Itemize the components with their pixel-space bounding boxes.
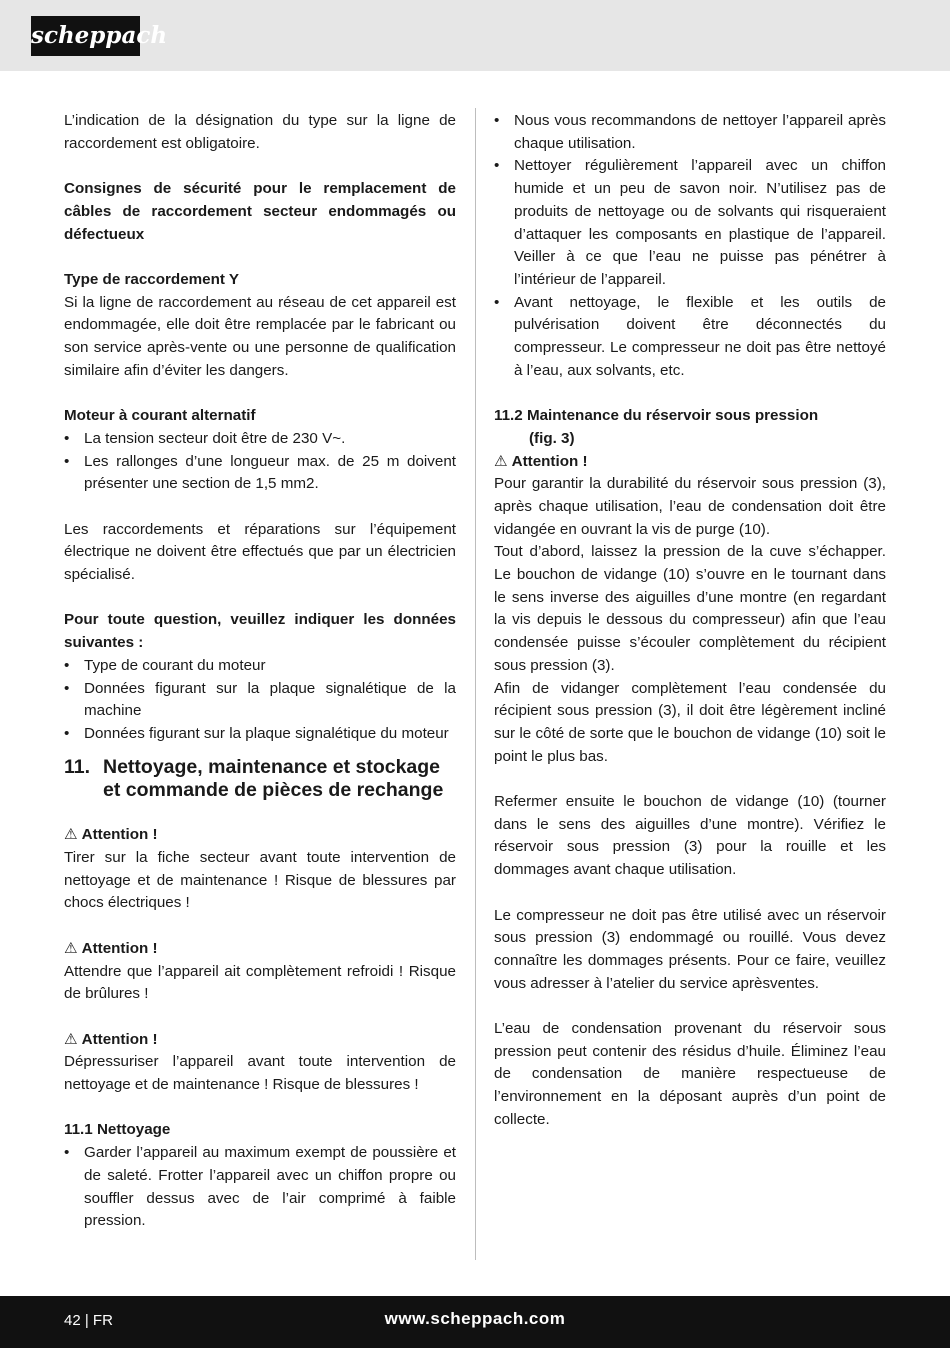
list-item: • Type de courant du moteur <box>64 655 456 678</box>
ac-motor-heading: Moteur à courant alternatif <box>64 407 256 425</box>
warning-paragraph: Dépressuriser l’appareil avant toute intervention de nettoyage et de maintenance ! Risque de blessures ! <box>64 1053 456 1093</box>
section-heading <box>64 756 456 802</box>
attention-heading <box>64 938 456 961</box>
tank-paragraph: L’eau de condensation provenant du réservoir sous pression peut contenir des résidus d’huile. Éliminez l’eau de condensation de manière respectueuse de l’environnement en la déposant auprès d’un point de collecte. <box>494 1020 886 1128</box>
scheppach-logo: scheppach <box>31 16 140 56</box>
page-header <box>0 0 950 71</box>
website-link[interactable]: www.scheppach.com <box>384 1309 566 1328</box>
electrician-paragraph: Les raccordements et réparations sur l’équipement électrique ne doivent être effectués que par un électricien spécialisé. <box>64 520 456 583</box>
section-number: 11. <box>64 755 91 778</box>
attention-label: Attention ! <box>81 939 158 957</box>
intro-paragraph: L’indication de la désignation du type sur la ligne de raccordement est obligatoire. <box>64 112 456 152</box>
list-item: • Garder l’appareil au maximum exempt de poussière et de saleté. Frotter l’appareil avec un chiffon propre ou souffler dessus avec de l’air comprimé à faible pression. <box>64 1142 456 1233</box>
column-divider <box>475 108 476 1260</box>
cleaning-list-continued <box>494 110 886 382</box>
warning-icon: ⚠ <box>64 1030 78 1048</box>
attention-label: Attention ! <box>81 1030 158 1048</box>
connection-type-paragraph: Si la ligne de raccordement au réseau de cet appareil est endommagée, elle doit être remplacée par le fabricant ou son service après-vente ou une personne de qualification similaire afin d’éviter les dangers. <box>64 293 456 379</box>
attention-heading <box>64 824 456 847</box>
attention-label: Attention ! <box>511 452 588 470</box>
warning-icon: ⚠ <box>64 939 78 957</box>
page-footer <box>0 1296 950 1348</box>
tank-paragraph: Pour garantir la durabilité du réservoir sous pression (3), après chaque utilisation, l’eau de condensation doit être vidangée en ouvrant la vis de purge (10). <box>494 475 886 538</box>
connection-type-heading: Type de raccordement Y <box>64 270 240 288</box>
cleaning-heading: 11.1 Nettoyage <box>64 1121 171 1139</box>
warning-icon: ⚠ <box>494 452 508 470</box>
warning-paragraph: Attendre que l’appareil ait complètement refroidi ! Risque de brûlures ! <box>64 962 456 1003</box>
tank-paragraph: Le compresseur ne doit pas être utilisé avec un réservoir sous pression (3) endommagé ou rouillé. Vous devez connaître les dommages présents. Pour ce faire, veuillez vous adresser à l’atelier du service aprèsventes. <box>494 906 886 992</box>
cleaning-list <box>64 1142 456 1233</box>
warning-paragraph: Tirer sur la fiche secteur avant toute intervention de nettoyage et de maintenance ! Risque de blessures par chocs électriques ! <box>64 849 456 912</box>
ac-motor-list <box>64 428 456 496</box>
list-item: • Nous vous recommandons de nettoyer l’appareil après chaque utilisation. <box>494 110 886 155</box>
attention-heading <box>494 451 886 474</box>
page-number: 42 | FR <box>64 1312 113 1329</box>
left-column <box>64 110 456 1233</box>
list-item: • Avant nettoyage, le flexible et les outils de pulvérisation doivent être déconnectés du compresseur. Le compresseur ne doit pas être nettoyé à l’eau, aux solvants, etc. <box>494 292 886 383</box>
safety-heading: Consignes de sécurité pour le remplacement de câbles de raccordement secteur endommagés ou défectueux <box>64 180 456 243</box>
warning-icon: ⚠ <box>64 826 78 844</box>
attention-heading <box>64 1029 456 1052</box>
list-item: • Nettoyer régulièrement l’appareil avec un chiffon humide et un peu de savon noir. N’utilisez pas de produits de nettoyage ou de solvants qui risqueraient d’attaquer les composants en plastique de l’appareil. Veiller à ce que l’eau ne puisse pas pénétrer à l’intérieur de l’appareil. <box>494 155 886 291</box>
tank-paragraph: Tout d’abord, laissez la pression de la cuve s’échapper. Le bouchon de vidange (10) s’ouvre en le tournant dans le sens inverse des aiguilles d’une montre (en regardant la vis depuis le dessous du compresseur) afin que l’eau condensée puisse s’écouler complètement du récipient sous pression (3). <box>494 543 886 674</box>
right-column <box>494 110 886 1132</box>
list-item: • La tension secteur doit être de 230 V~. <box>64 428 456 451</box>
list-item: • Les rallonges d’une longueur max. de 25 m doivent présenter une section de 1,5 mm2. <box>64 451 456 496</box>
list-item: • Données figurant sur la plaque signalétique du moteur <box>64 723 456 746</box>
attention-label: Attention ! <box>81 826 158 844</box>
list-item: • Données figurant sur la plaque signalétique de la machine <box>64 678 456 723</box>
question-heading: Pour toute question, veuillez indiquer les données suivantes : <box>64 611 456 652</box>
figure-reference: (fig. 3) <box>529 429 575 447</box>
tank-paragraph: Refermer ensuite le bouchon de vidange (10) (tourner dans le sens des aiguilles d’une montre). Vérifiez le réservoir sous pression (3) pour la rouille et les dommages avant chaque utilisation. <box>494 793 886 879</box>
section-title: Nettoyage, maintenance et stockage et commande de pièces de rechange <box>103 755 444 801</box>
tank-paragraph: Afin de vidanger complètement l’eau condensée du récipient sous pression (3), il doit être légèrement incliné sur le côté de sorte que le bouchon de vidange (10) soit le point le plus bas. <box>494 679 886 765</box>
tank-maintenance-heading: 11.2 Maintenance du réservoir sous pression <box>494 407 819 425</box>
question-list <box>64 655 456 746</box>
